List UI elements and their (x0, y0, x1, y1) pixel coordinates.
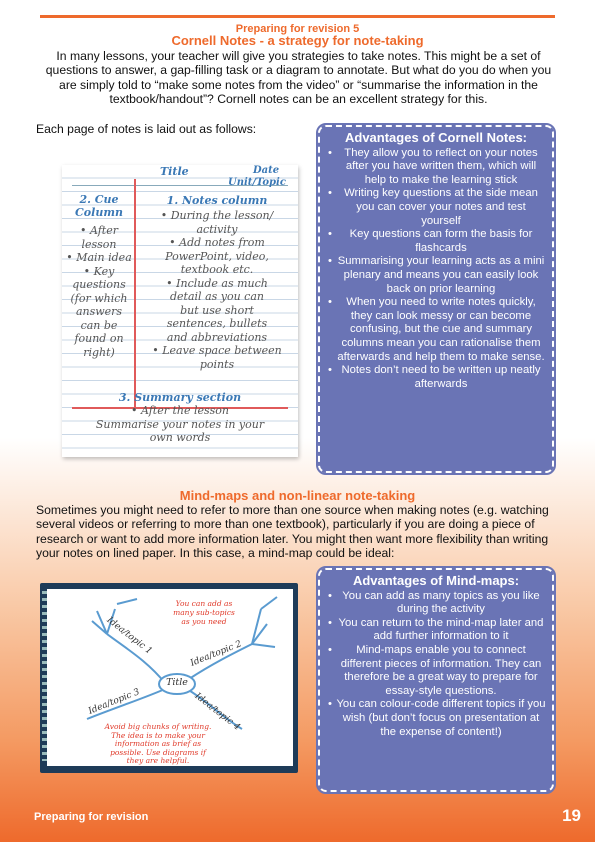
note-line: possible. Use diagrams if (110, 747, 206, 757)
cornell-advantages-box (318, 125, 554, 473)
summary-heading: 3. Summary section (118, 391, 242, 404)
note-line: You can add as (175, 599, 233, 608)
header-rule (40, 15, 555, 35)
notes-title: Title (160, 165, 189, 178)
notes-heading: 1. Notes column (166, 194, 268, 207)
notes-unit: Unit/Topic (228, 177, 286, 188)
summary-items (72, 404, 288, 445)
mindmap-intro: Sometimes you might need to refer to more than one source when making notes (e.g. watching several videos or referring to more than one textbook), particularly if you are doing a piece of research or want to add more information later. You might then want more flexibility than writing your notes on lined paper. In this case, a mind-map could be ideal: (36, 503, 549, 560)
advantage-item: • Notes don’t need to be written up neatly afterwards (326, 364, 546, 391)
cue-items (66, 224, 132, 359)
mindmap-topic-4: Idea/topic 4 (192, 691, 242, 733)
notes-line: but use short (180, 303, 254, 317)
notes-line: textbook etc. (180, 263, 254, 276)
notes-line: • Leave space between (152, 344, 282, 357)
mindmap-note-top (159, 599, 249, 626)
notes-line: points (199, 357, 235, 371)
notes-line: • Add notes from (169, 236, 265, 249)
mindmap-page (47, 589, 293, 766)
cue-column (66, 193, 132, 359)
advantage-item: • You can colour-code different topics if you wish (but don’t focus on presentation at the expense of content!) (326, 698, 546, 739)
advantage-item: • When you need to write notes quickly, they can look messy or can become confusing, but the cue and summary columns mean you can rationalise them afterwards and help them to make sense. (326, 296, 546, 364)
note-line: information as brief as (114, 739, 202, 749)
cue-line: • Main idea (66, 251, 132, 264)
advantage-item: • You can add as many topics as you like during the activity (326, 590, 546, 617)
advantage-item: • Writing key questions at the side mean you can cover your notes and test yourself (326, 187, 546, 228)
cue-line: right) (83, 345, 115, 359)
notes-column (140, 194, 294, 371)
notes-line: • Include as much (166, 276, 268, 290)
cue-line: questions (72, 278, 126, 291)
note-line: as you need (181, 617, 227, 626)
advantage-item: • Key questions can form the basis for flashcards (326, 228, 546, 255)
cue-line: • Key (83, 264, 115, 278)
advantage-item: • You can return to the mind-map later and add further information to it (326, 617, 546, 644)
cue-line: lesson (81, 237, 117, 251)
cue-line: • After (80, 224, 118, 237)
mindmap-topic-2: Idea/topic 2 (189, 639, 244, 669)
footer-label: Preparing for revision (34, 811, 149, 823)
advantage-item: • Mind-maps enable you to connect different pieces of information. They can therefore be a great way to prepare for essay-style questions. (326, 644, 546, 698)
note-line: they are helpful. (126, 756, 190, 766)
cue-line: found on (74, 332, 124, 345)
mindmap-note-bottom (93, 723, 223, 766)
notes-date: Date (253, 165, 280, 176)
advantage-item: • Summarising your learning acts as a mini plenary and means you can easily look back on prior learning (326, 255, 546, 296)
mindmap-center: Title (166, 677, 188, 688)
notes-line: activity (196, 222, 238, 236)
summary-line: • After the lesson (130, 404, 230, 417)
notes-line: detail as you can (170, 290, 264, 303)
mindmap-advantages-box (318, 568, 554, 792)
layout-line: Each page of notes is laid out as follows: (36, 122, 257, 136)
note-line: Avoid big chunks of writing. (104, 722, 212, 731)
mindmap-advantages-title: Advantages of Mind-maps: (352, 573, 520, 588)
notes-line: PowerPoint, video, (165, 249, 269, 263)
note-line: The idea is to make your (111, 730, 205, 740)
summary-section (72, 391, 288, 445)
mindmap-heading: Mind-maps and non-linear note-taking (179, 488, 416, 503)
note-line: many sub-topics (173, 608, 235, 617)
notes-items (140, 209, 294, 371)
cue-heading-1: 2. Cue (79, 193, 119, 206)
mindmap-image (40, 583, 298, 773)
mindmap-topic-1: Idea/topic 1 (104, 615, 154, 657)
cornell-heading: Cornell Notes - a strategy for note-taking (171, 33, 424, 48)
cornell-advantages-title: Advantages of Cornell Notes: (344, 130, 528, 145)
summary-line: Summarise your notes in your (95, 417, 265, 431)
cornell-notes-image (62, 165, 298, 457)
cue-line: answers (75, 305, 123, 318)
cue-line: (for which (70, 291, 128, 305)
notes-line: and abbreviations (166, 330, 268, 344)
cue-heading-2: Column (75, 206, 123, 219)
cue-line: can be (80, 318, 118, 332)
notes-line: • During the lesson/ (160, 209, 274, 222)
notes-line: sentences, bullets (166, 317, 268, 330)
header-label: Preparing for revision 5 (226, 23, 369, 35)
advantage-item: • They allow you to reflect on your notes after you have written them, which will help to make the learning stick (326, 147, 546, 188)
summary-line: own words (149, 431, 211, 444)
page-number: 19 (562, 806, 581, 825)
mindmap-topic-3: Idea/topic 3 (87, 687, 142, 717)
cue-column-margin (134, 179, 136, 407)
cornell-intro: In many lessons, your teacher will give you strategies to take notes. This might be a set of questions to answer, a gap-filling task or a diagram to annotate. But what do you do when you are simply told to “make some notes from the video” or “summarise the information in the textbook/handout”? Cornell notes can be an excellent strategy for this. (45, 49, 552, 106)
